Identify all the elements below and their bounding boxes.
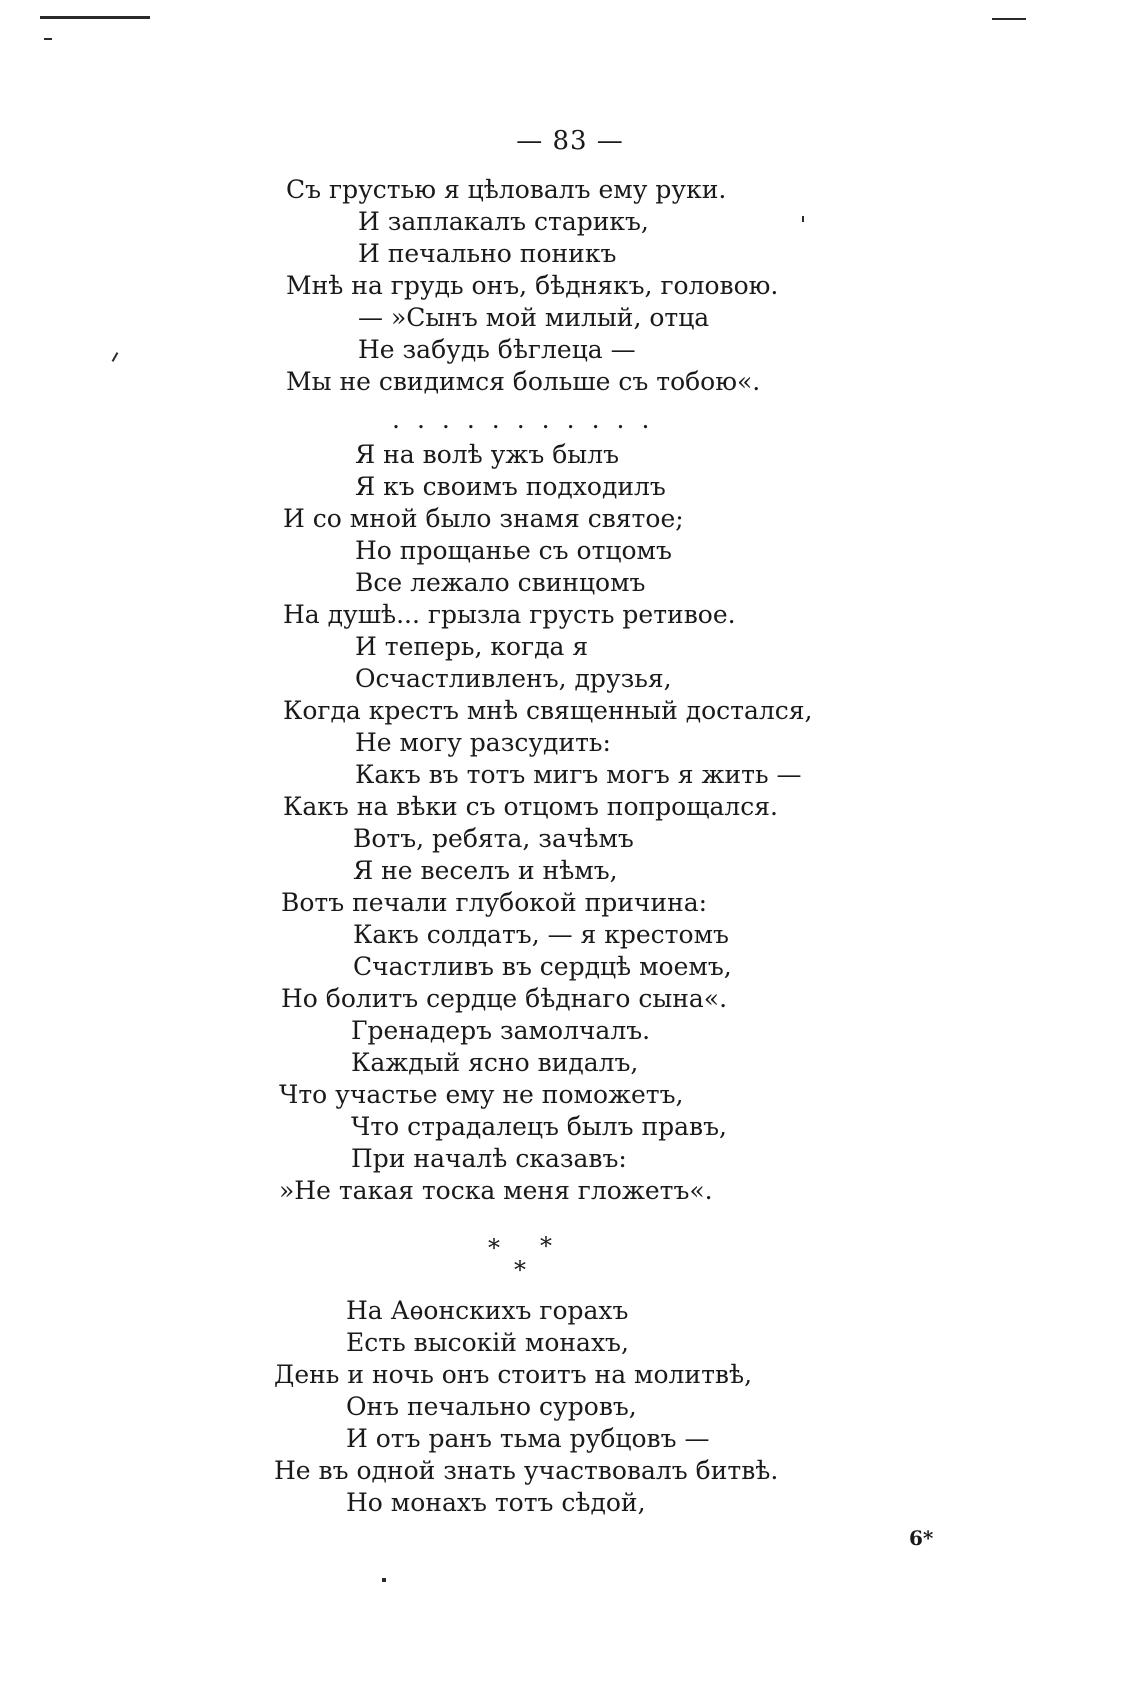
scan-artifact <box>40 16 150 19</box>
asterisk: * <box>488 1234 500 1262</box>
verse-line: Какъ на вѣки съ отцомъ попрощался. <box>283 792 778 821</box>
verse-line: И со мной было знамя святое; <box>283 504 684 533</box>
verse-line: Вотъ печали глубокой причина: <box>281 888 708 917</box>
verse-line: Каждый ясно видалъ, <box>351 1048 639 1077</box>
verse-line: И отъ ранъ тьма рубцовъ — <box>346 1424 710 1453</box>
verse-line: »Не такая тоска меня гложетъ«. <box>279 1176 713 1205</box>
verse-line: Мы не свидимся больше съ тобою«. <box>286 367 761 396</box>
asterisk: * <box>514 1256 526 1284</box>
verse-line: Осчастливленъ, друзья, <box>355 664 672 693</box>
verse-line: Не въ одной знать участвовалъ битвѣ. <box>274 1456 779 1485</box>
verse-line: Съ грустью я цѣловалъ ему руки. <box>286 175 727 204</box>
scan-artifact <box>382 1578 386 1582</box>
verse-line: Но прощанье съ отцомъ <box>355 536 672 565</box>
verse-line: И заплакалъ старикъ, <box>358 207 649 236</box>
verse-line: День и ночь онъ стоитъ на молитвѣ, <box>274 1360 753 1389</box>
verse-line: Онъ печально суровъ, <box>346 1392 637 1421</box>
verse-line: Какъ въ тотъ мигъ могъ я жить — <box>355 760 802 789</box>
verse-line: И теперь, когда я <box>355 632 589 661</box>
signature-mark: 6* <box>909 1526 934 1550</box>
scan-artifact <box>992 18 1026 20</box>
scan-artifact <box>44 38 52 40</box>
verse-line: Я не веселъ и нѣмъ, <box>353 856 618 885</box>
verse-line: Счастливъ въ сердцѣ моемъ, <box>353 952 732 981</box>
verse-line: При началѣ сказавъ: <box>351 1144 627 1173</box>
section-break-asterism <box>480 1232 560 1292</box>
verse-line: Гренадеръ замолчалъ. <box>351 1016 651 1045</box>
verse-line: Какъ солдатъ, — я крестомъ <box>353 920 729 949</box>
scan-artifact <box>112 352 119 362</box>
verse-line: Все лежало свинцомъ <box>355 568 646 597</box>
verse-line: Я къ своимъ подходилъ <box>355 472 666 501</box>
page-number: — 83 — <box>516 126 624 156</box>
verse-line: Вотъ, ребята, зачѣмъ <box>353 824 634 853</box>
verse-line: На Аѳонскихъ горахъ <box>346 1296 629 1325</box>
verse-line: Что страдалецъ былъ правъ, <box>351 1112 727 1141</box>
verse-line: И печально поникъ <box>358 239 617 268</box>
omission-dots: ........... <box>392 405 667 434</box>
verse-line: Мнѣ на грудь онъ, бѣднякъ, головою. <box>286 271 779 300</box>
verse-line: Есть высокій монахъ, <box>346 1328 629 1357</box>
verse-line: — »Сынъ мой милый, отца <box>358 303 710 332</box>
verse-line: Не забудь бѣглеца — <box>358 335 636 364</box>
verse-line: Не могу разсудить: <box>355 728 611 757</box>
verse-line: Когда крестъ мнѣ священный достался, <box>283 696 813 725</box>
asterisk: * <box>540 1232 552 1260</box>
verse-line: Но монахъ тотъ сѣдой, <box>346 1488 646 1517</box>
verse-line: На душѣ... грызла грусть ретивое. <box>283 600 736 629</box>
verse-line: Что участье ему не поможетъ, <box>279 1080 684 1109</box>
scan-artifact <box>802 216 804 222</box>
verse-line: Но болитъ сердце бѣднаго сына«. <box>281 984 728 1013</box>
verse-line: Я на волѣ ужъ былъ <box>355 440 619 469</box>
